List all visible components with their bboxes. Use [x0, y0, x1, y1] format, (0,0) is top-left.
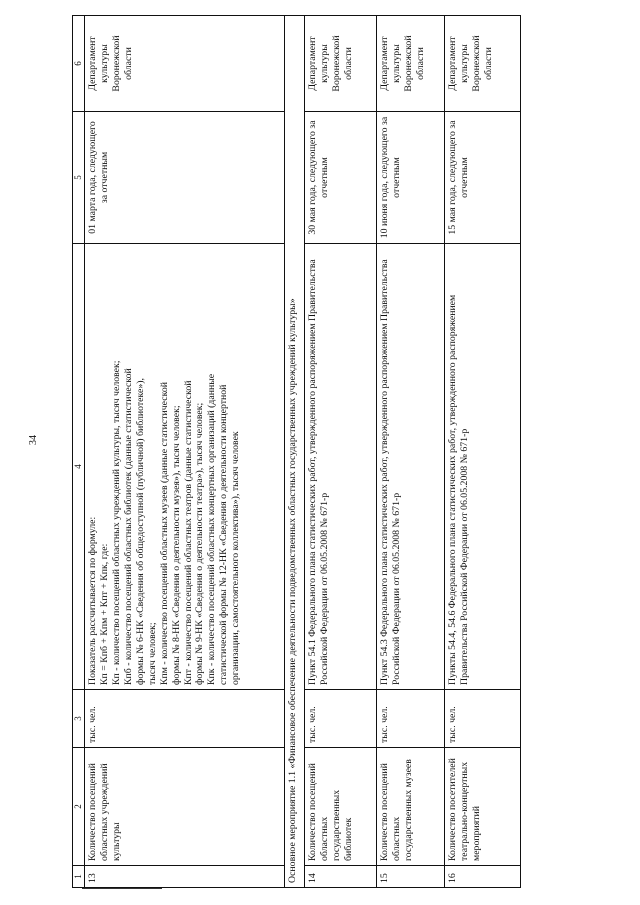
unit-cell: тыс. чел. [85, 690, 285, 748]
indicator-name: Количество посещений областных государственных библиотек [305, 748, 377, 866]
responsible-cell: Департамент культуры Воронежской области [445, 16, 521, 112]
method-line: формы № 6-НК «Сведения об общедоступной (публичной) библиотеке»), [134, 378, 146, 685]
method-line: формы № 9-НК «Сведения о деятельности театра»), тысяч человек; [194, 402, 206, 685]
method-line: Показатель рассчитывается по формуле: [87, 516, 98, 685]
indicator-table-rotated [72, 16, 520, 888]
method-line: Кпк - количество посещений областных концертных организаций (данные [206, 373, 218, 685]
method-cell [85, 244, 285, 690]
header-cell: 2 [73, 748, 85, 866]
header-cell: 1 [73, 866, 85, 888]
deadline-cell: 01 марта года, следующего за отчетным [85, 112, 285, 244]
method-line: Кп - количество посещений областных учреждений культуры, тысяч человек; [110, 360, 122, 685]
row-number: 15 [377, 866, 445, 888]
method-line: организации, самостоятельного коллектива»), тысяч человек [230, 431, 242, 685]
method-line: Кпм - количество посещений областных музеев (данные статистической [158, 381, 170, 685]
table-header-row [73, 16, 85, 888]
row-number: 13 [85, 866, 285, 888]
header-cell: 3 [73, 690, 85, 748]
table-row [377, 16, 445, 888]
responsible-cell: Департамент культуры Воронежской области [305, 16, 377, 112]
row-number: 14 [305, 866, 377, 888]
unit-cell: тыс. чел. [445, 690, 521, 748]
method-line: Кпт - количество посещений областных театров (данные статистической [182, 380, 194, 685]
method-line: статистической формы № 12-НК «Сведения о деятельности концертной [218, 384, 230, 685]
responsible-cell: Департамент культуры Воронежской области [377, 16, 445, 112]
indicator-name: Количество посетителей театрально-концертных мероприятий [445, 748, 521, 866]
header-cell: 5 [73, 112, 85, 244]
header-cell: 6 [73, 16, 85, 112]
indicator-name: Количество посещений областных учреждений культуры [85, 748, 285, 866]
header-cell: 4 [73, 244, 85, 690]
indicator-name: Количество посещений областных государственных музеев [377, 748, 445, 866]
footer-rule [82, 888, 162, 889]
deadline-cell: 15 мая года, следующего за отчетным [445, 112, 521, 244]
method-line: Кпб - количество посещений областных библиотек (данные статистической [122, 368, 134, 685]
section-title: Основное мероприятие 1.1 «Финансовое обеспечение деятельности подведомственных областных государственных учреждений культуры» [285, 16, 305, 888]
method-cell: Пункт 54.1 Федерального плана статистических работ, утвержденного распоряжением Правительства Российской Федерации от 06.05.2008 № 671-р [305, 244, 377, 690]
method-cell: Пункты 54.4, 54.6 Федерального плана статистических работ, утвержденного распоряжением Правительства Российской Федерации от 06.05.2008 № 671-р [445, 244, 521, 690]
page-number: 34 [28, 435, 39, 445]
method-line: формы № 8-НК «Сведения о деятельности музея»), тысяч человек; [170, 405, 182, 685]
table-row [445, 16, 521, 888]
deadline-cell: 30 мая года, следующего за отчетным [305, 112, 377, 244]
indicator-table [72, 15, 521, 888]
section-row [285, 16, 305, 888]
method-cell: Пункт 54.3 Федерального плана статистических работ, утвержденного распоряжением Правительства Российской Федерации от 06.05.2008 № 671-р [377, 244, 445, 690]
method-line: тысяч человек; [146, 622, 158, 685]
deadline-cell: 10 июня года, следующего за отчетным [377, 112, 445, 244]
table-row [305, 16, 377, 888]
row-number: 16 [445, 866, 521, 888]
table-row [85, 16, 285, 888]
unit-cell: тыс. чел. [377, 690, 445, 748]
method-line: Кп = Кпб + Кпм + Кпт + Кпк, где: [98, 543, 110, 685]
unit-cell: тыс. чел. [305, 690, 377, 748]
responsible-cell: Департамент культуры Воронежской области [85, 16, 285, 112]
